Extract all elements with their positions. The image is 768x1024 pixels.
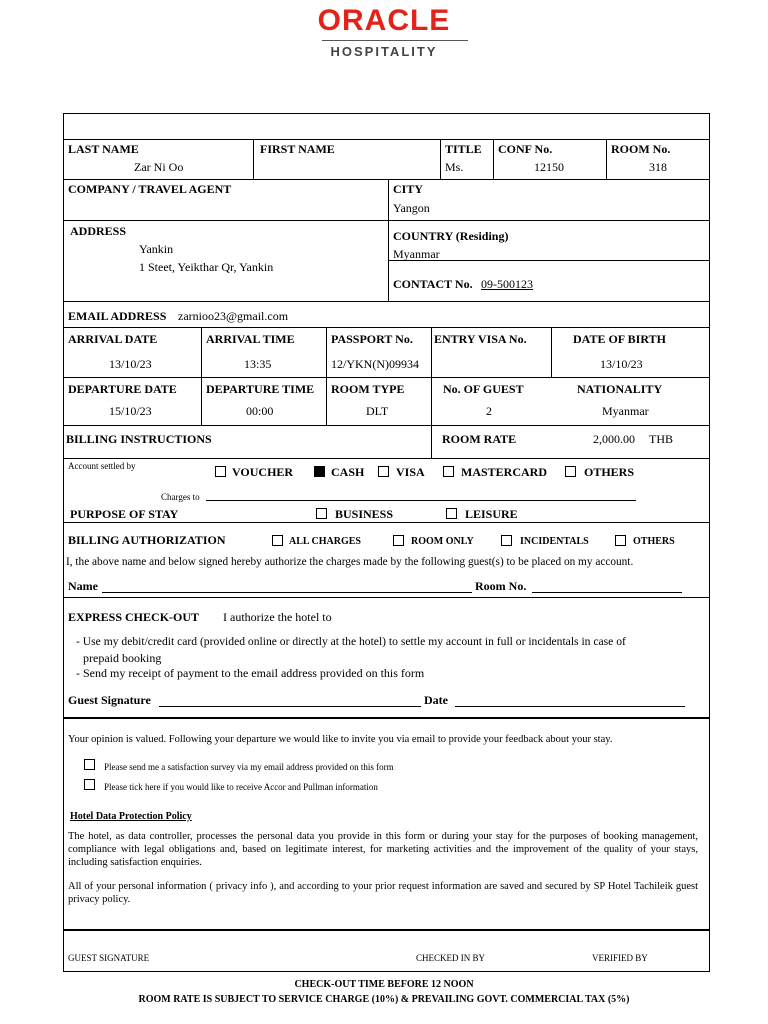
dob-label: DATE OF BIRTH (573, 332, 666, 346)
cash-label: CASH (331, 465, 365, 479)
passport-label: PASSPORT No. (331, 332, 413, 346)
nationality-value[interactable]: Myanmar (602, 404, 649, 418)
city-label: CITY (393, 182, 424, 196)
brand-logo: ORACLE (317, 4, 451, 37)
passport-value[interactable]: 12/YKN(N)09934 (331, 357, 419, 371)
survey-label: Please send me a satisfaction survey via my email address provided on this form (104, 762, 394, 772)
contact-value[interactable]: 09-500123 (481, 277, 533, 291)
arrival-time-value[interactable]: 13:35 (244, 357, 272, 371)
city-value[interactable]: Yangon (393, 201, 430, 215)
divider (64, 458, 709, 459)
guests-label: No. OF GUEST (443, 382, 524, 396)
visa-label: ENTRY VISA No. (434, 332, 527, 346)
divider (64, 597, 709, 598)
departure-date-label: DEPARTURE DATE (68, 382, 177, 396)
others-checkbox[interactable] (565, 466, 576, 477)
business-label: BUSINESS (335, 507, 394, 521)
policy-paragraph-2: All of your personal information ( privacy info ), and according to your prior request information are saved and secured by SP Hotel Tachileik guest privacy policy. (68, 881, 698, 905)
tax-note: ROOM RATE IS SUBJECT TO SERVICE CHARGE (10%) & PREVAILING GOVT. COMMERCIAL TAX (5%) (138, 994, 630, 1005)
dob-value[interactable]: 13/10/23 (600, 357, 643, 371)
logo-divider (322, 40, 468, 41)
business-checkbox[interactable] (316, 508, 327, 519)
last-name-label: LAST NAME (68, 142, 139, 156)
checked-in-box[interactable]: CHECKED IN BY (416, 953, 485, 963)
arrival-date-label: ARRIVAL DATE (68, 332, 158, 346)
auth-others-label: OTHERS (633, 536, 675, 547)
verified-box[interactable]: VERIFIED BY (592, 953, 648, 963)
address-line-1[interactable]: Yankin (139, 242, 174, 256)
policy-title: Hotel Data Protection Policy (70, 811, 192, 822)
all-charges-checkbox[interactable] (272, 535, 283, 546)
room-value[interactable]: 318 (649, 160, 667, 174)
room-only-label: ROOM ONLY (411, 536, 474, 547)
mastercard-label: MASTERCARD (461, 465, 548, 479)
address-line-2[interactable]: 1 Steet, Yeikthar Qr, Yankin (139, 260, 274, 274)
departure-date-value[interactable]: 15/10/23 (109, 404, 152, 418)
conf-label: CONF No. (498, 142, 553, 156)
header (0, 0, 768, 110)
survey-checkbox[interactable] (84, 759, 95, 770)
checkout-authorize-text: I authorize the hotel to (223, 610, 332, 624)
divider (64, 425, 709, 426)
divider (64, 327, 709, 328)
others-label: OTHERS (584, 465, 635, 479)
leisure-label: LEISURE (465, 507, 518, 521)
checkout-time-note: CHECK-OUT TIME BEFORE 12 NOON (294, 979, 474, 990)
departure-time-value[interactable]: 00:00 (246, 404, 274, 418)
billing-instructions-label: BILLING INSTRUCTIONS (66, 432, 212, 446)
country-value[interactable]: Myanmar (393, 247, 440, 261)
room-rate-currency: THB (649, 432, 673, 446)
express-checkout-label: EXPRESS CHECK-OUT (68, 610, 200, 624)
first-name-label: FIRST NAME (260, 142, 335, 156)
room-label: ROOM No. (611, 142, 671, 156)
feedback-section (63, 718, 710, 930)
divider (64, 220, 709, 221)
checkout-item-2: - Send my receipt of payment to the email address provided on this form (76, 666, 425, 680)
guests-value[interactable]: 2 (486, 404, 492, 418)
voucher-label: VOUCHER (232, 465, 294, 479)
registration-form (63, 113, 710, 718)
charges-to-label: Charges to (161, 492, 200, 502)
info-label: Please tick here if you would like to receive Accor and Pullman information (104, 782, 378, 792)
authorization-statement: I, the above name and below signed hereby authorize the charges made by the following guest(s) to be placed on my account. (66, 556, 634, 568)
contact-label: CONTACT No. (393, 277, 473, 291)
title-value[interactable]: Ms. (445, 160, 464, 174)
address-label: ADDRESS (70, 224, 127, 238)
visa-checkbox[interactable] (378, 466, 389, 477)
checkout-item-1-cont: prepaid booking (83, 651, 162, 665)
guest-signature-box[interactable]: GUEST SIGNATURE (68, 953, 150, 963)
conf-value[interactable]: 12150 (534, 160, 564, 174)
room-rate-value[interactable]: 2,000.00 (593, 432, 635, 446)
guest-signature-label: Guest Signature (68, 693, 151, 707)
voucher-checkbox[interactable] (215, 466, 226, 477)
auth-room-field[interactable] (532, 592, 682, 593)
room-only-checkbox[interactable] (393, 535, 404, 546)
signature-section (63, 930, 710, 972)
last-name-value[interactable]: Zar Ni Oo (134, 160, 184, 174)
incidentals-label: INCIDENTALS (520, 536, 589, 547)
auth-name-field[interactable] (102, 592, 472, 593)
room-rate-label: ROOM RATE (442, 432, 517, 446)
incidentals-checkbox[interactable] (501, 535, 512, 546)
charges-to-field[interactable] (206, 500, 636, 501)
guest-signature-field[interactable] (159, 706, 421, 707)
divider (64, 301, 709, 302)
feedback-intro: Your opinion is valued. Following your departure we would like to invite you via email to provide your feedback about your stay. (68, 734, 613, 745)
arrival-date-value[interactable]: 13/10/23 (109, 357, 152, 371)
room-type-label: ROOM TYPE (331, 382, 405, 396)
divider (64, 522, 709, 523)
auth-room-label: Room No. (475, 579, 527, 593)
auth-name-label: Name (68, 579, 98, 593)
title-label: TITLE (445, 142, 482, 156)
divider (64, 179, 709, 180)
checkout-date-label: Date (424, 693, 448, 707)
divider (64, 377, 709, 378)
auth-others-checkbox[interactable] (615, 535, 626, 546)
divider (64, 139, 709, 140)
leisure-checkbox[interactable] (446, 508, 457, 519)
email-value[interactable]: zarnioo23@gmail.com (178, 309, 289, 323)
country-label: COUNTRY (Residing) (393, 229, 509, 243)
purpose-label: PURPOSE OF STAY (70, 507, 179, 521)
checkout-item-1: - Use my debit/credit card (provided online or directly at the hotel) to settle my account in full or incidentals in case of (76, 635, 626, 648)
mastercard-checkbox[interactable] (443, 466, 454, 477)
company-label: COMPANY / TRAVEL AGENT (68, 182, 232, 196)
checkout-date-field[interactable] (455, 706, 685, 707)
arrival-time-label: ARRIVAL TIME (206, 332, 295, 346)
room-type-value[interactable]: DLT (366, 404, 389, 418)
all-charges-label: ALL CHARGES (289, 536, 361, 547)
email-label: EMAIL ADDRESS (68, 309, 167, 323)
brand-subtitle: HOSPITALITY (330, 44, 438, 59)
nationality-label: NATIONALITY (577, 382, 663, 396)
info-checkbox[interactable] (84, 779, 95, 790)
departure-time-label: DEPARTURE TIME (206, 382, 315, 396)
settled-by-label: Account settled by (68, 461, 136, 471)
cash-checkbox[interactable] (314, 466, 325, 477)
authorization-label: BILLING AUTHORIZATION (68, 533, 226, 547)
visa-card-label: VISA (396, 465, 425, 479)
policy-paragraph-1: The hotel, as data controller, processes the personal data you provide in this form or during your stay for the purposes of booking management, compliance with legal obligations and, based on legitimate interest, for marketing activities and the improvement of the quality of your stays, including satisfaction enquiries. (68, 831, 698, 868)
